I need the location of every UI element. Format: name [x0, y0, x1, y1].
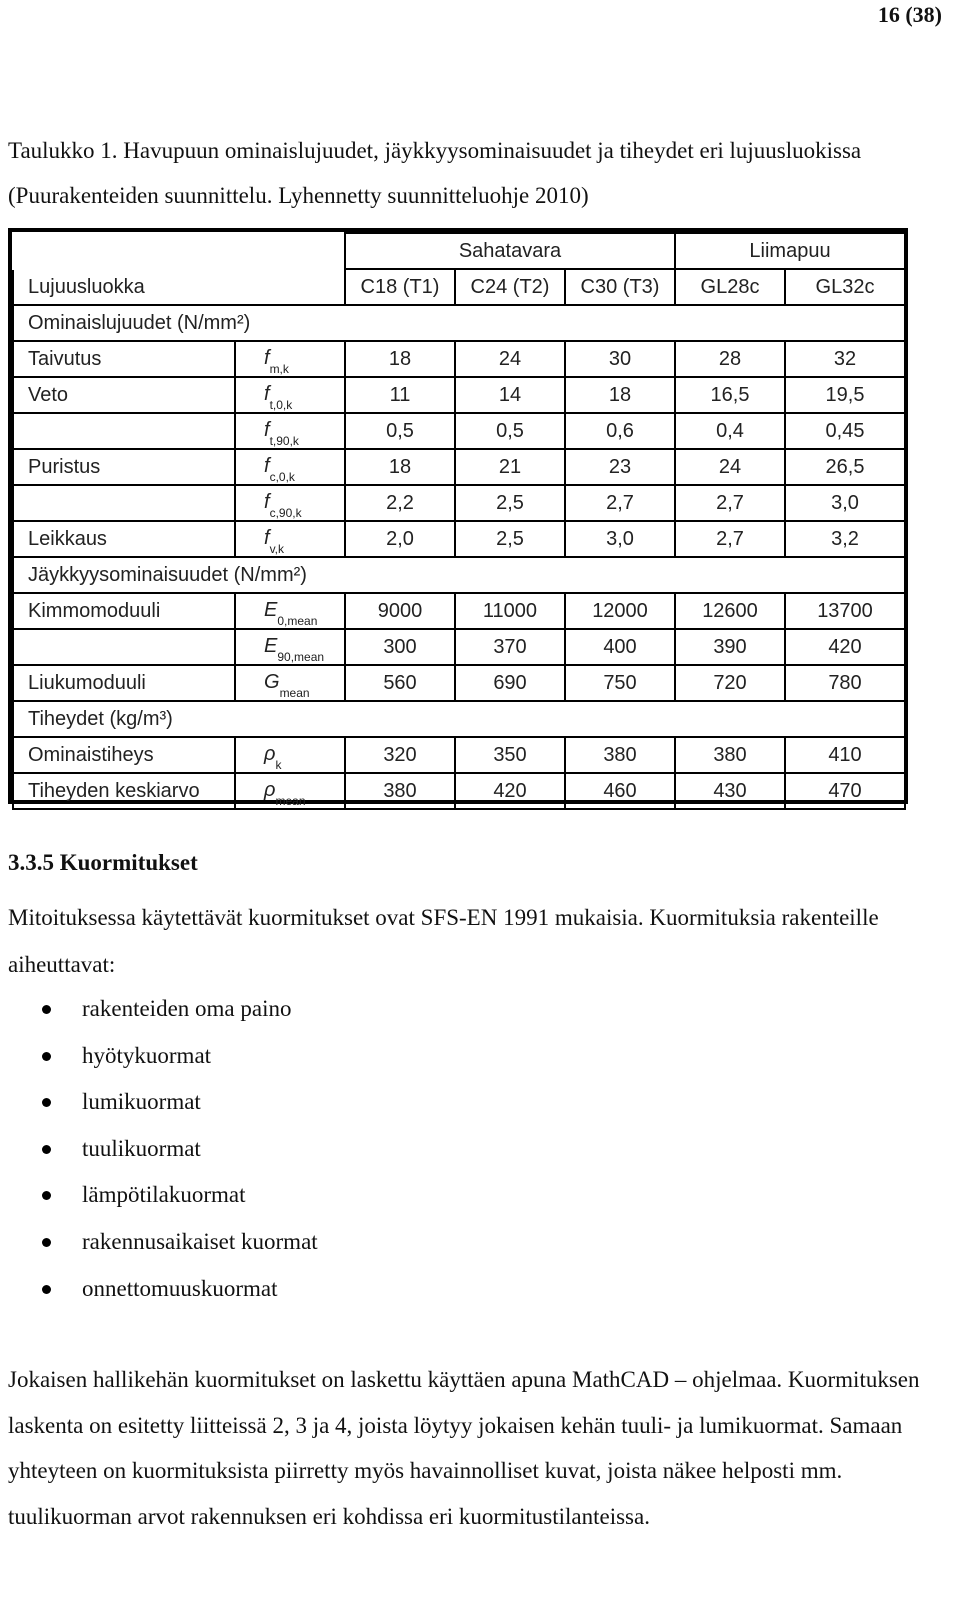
strength-class-label: Lujuusluokka	[13, 269, 345, 305]
list-item-text: hyötykuormat	[82, 1042, 212, 1068]
symbol-letter: E	[264, 634, 278, 657]
list-item-text: lumikuormat	[82, 1089, 201, 1115]
column-header: C24 (T2)	[455, 269, 565, 305]
symbol-letter: G	[264, 670, 280, 693]
list-item-text: lämpötilakuormat	[82, 1182, 246, 1208]
table-cell: 0,5	[455, 413, 565, 449]
property-symbol	[235, 341, 345, 377]
property-symbol	[235, 773, 345, 809]
table-cell: 3,2	[785, 521, 905, 557]
property-name: Taivutus	[13, 341, 235, 377]
symbol-letter: ρ	[264, 742, 276, 765]
table-cell: 11	[345, 377, 455, 413]
symbol-letter: f	[264, 418, 270, 441]
property-symbol	[235, 377, 345, 413]
property-symbol	[235, 449, 345, 485]
table-cell: 320	[345, 737, 455, 773]
list-item	[40, 1172, 318, 1219]
page-number: 16 (38)	[877, 2, 942, 27]
property-symbol	[235, 665, 345, 701]
table-cell: 460	[565, 773, 675, 809]
table-row	[13, 737, 905, 773]
table-cell: 420	[785, 629, 905, 665]
table-row	[13, 665, 905, 701]
table-cell: 21	[455, 449, 565, 485]
table-row	[13, 485, 905, 521]
table-cell: 430	[675, 773, 785, 809]
bullet-icon	[42, 1052, 51, 1061]
table-row	[13, 629, 905, 665]
table-cell: 470	[785, 773, 905, 809]
table-row	[13, 593, 905, 629]
symbol-subscript: c,0,k	[269, 469, 295, 484]
symbol-subscript: c,90,k	[269, 505, 302, 520]
table-cell: 690	[455, 665, 565, 701]
table-cell: 3,0	[785, 485, 905, 521]
table-cell: 380	[675, 737, 785, 773]
table-cell: 750	[565, 665, 675, 701]
list-item-text: rakenteiden oma paino	[82, 996, 292, 1021]
table-cell: 0,5	[345, 413, 455, 449]
table-body	[13, 305, 905, 809]
table-cell: 18	[345, 341, 455, 377]
section-label: Tiheydet (kg/m³)	[13, 701, 905, 737]
bullet-icon	[42, 1098, 51, 1107]
table-cell: 19,5	[785, 377, 905, 413]
symbol-letter: f	[264, 382, 270, 405]
list-item	[40, 1219, 318, 1266]
table-cell: 2,0	[345, 521, 455, 557]
table-cell: 11000	[455, 593, 565, 629]
table-cell: 380	[345, 773, 455, 809]
table-cell: 350	[455, 737, 565, 773]
table-cell: 300	[345, 629, 455, 665]
symbol-subscript: 0,mean	[277, 613, 318, 628]
list-item	[40, 986, 318, 1033]
table-row	[13, 521, 905, 557]
table-cell: 18	[345, 449, 455, 485]
properties-table	[12, 232, 906, 810]
table-cell: 420	[455, 773, 565, 809]
table-cell: 16,5	[675, 377, 785, 413]
list-item	[40, 1033, 318, 1080]
property-name: Ominaistiheys	[13, 737, 235, 773]
table-cell: 12000	[565, 593, 675, 629]
table-cell: 24	[675, 449, 785, 485]
table-cell: 0,4	[675, 413, 785, 449]
section-row	[13, 557, 905, 593]
list-item	[40, 1266, 318, 1313]
property-name: Puristus	[13, 449, 235, 485]
table-caption: Taulukko 1. Havupuun ominaislujuudet, jäykkyysominaisuudet ja tiheydet eri lujuusluokissa (Puurakenteiden suunnittelu. Lyhennetty suunnitteluohje 2010)	[8, 138, 862, 208]
property-symbol	[235, 629, 345, 665]
closing-paragraph: Jokaisen hallikehän kuormitukset on laskettu käyttäen apuna MathCAD – ohjelmaa. Kuormituksen laskenta on esitetty liitteissä 2, 3 ja 4, joista löytyy jokaisen kehän tuuli- ja lumikuormat. Samaan yhteyteen on kuormituksista piirretty myös havainnolliset kuvat, joista näkee helposti mm. tuulikuorman arvot rakennuksen eri kohdissa eri kuormitustilanteissa.	[8, 1367, 920, 1529]
symbol-letter: f	[264, 490, 270, 513]
property-symbol	[235, 413, 345, 449]
table-cell: 390	[675, 629, 785, 665]
list-item-text: onnettomuuskuormat	[82, 1275, 278, 1301]
table-cell: 2,7	[675, 485, 785, 521]
table-cell: 12600	[675, 593, 785, 629]
table-cell: 9000	[345, 593, 455, 629]
timber-properties-table	[8, 228, 908, 808]
symbol-subscript: mean	[275, 793, 306, 808]
column-header: GL32c	[785, 269, 905, 305]
property-name: Liukumoduuli	[13, 665, 235, 701]
table-cell: 2,5	[455, 521, 565, 557]
table-cell: 400	[565, 629, 675, 665]
group-header-row	[13, 233, 905, 269]
property-name: Veto	[13, 377, 235, 413]
property-name	[13, 629, 235, 665]
bullet-icon	[42, 1145, 51, 1154]
table-cell: 560	[345, 665, 455, 701]
table-cell: 24	[455, 341, 565, 377]
table-cell: 780	[785, 665, 905, 701]
symbol-subscript: m,k	[269, 361, 289, 376]
table-cell: 32	[785, 341, 905, 377]
table-cell: 18	[565, 377, 675, 413]
symbol-letter: f	[264, 526, 270, 549]
table-cell: 30	[565, 341, 675, 377]
bullet-icon	[42, 1238, 51, 1247]
table-row	[13, 413, 905, 449]
table-cell: 26,5	[785, 449, 905, 485]
symbol-letter: f	[264, 346, 270, 369]
section-label: Jäykkyysominaisuudet (N/mm²)	[13, 557, 905, 593]
section-row	[13, 701, 905, 737]
symbol-subscript: mean	[279, 685, 310, 700]
list-item-text: rakennusaikaiset kuormat	[82, 1228, 318, 1254]
table-cell: 720	[675, 665, 785, 701]
property-symbol	[235, 485, 345, 521]
table-cell: 28	[675, 341, 785, 377]
table-cell: 2,2	[345, 485, 455, 521]
column-header-row	[13, 269, 905, 305]
column-header: C30 (T3)	[565, 269, 675, 305]
table-cell: 0,45	[785, 413, 905, 449]
table-cell: 2,7	[675, 521, 785, 557]
table-row	[13, 377, 905, 413]
property-name	[13, 485, 235, 521]
property-name: Tiheyden keskiarvo	[13, 773, 235, 809]
bullet-icon	[42, 1005, 51, 1014]
symbol-subscript: 90,mean	[277, 649, 325, 664]
list-item	[40, 1079, 318, 1126]
table-row	[13, 773, 905, 809]
column-header: C18 (T1)	[345, 269, 455, 305]
list-item	[40, 1126, 318, 1173]
table-cell: 13700	[785, 593, 905, 629]
symbol-subscript: k	[275, 757, 282, 772]
intro-paragraph: Mitoituksessa käytettävät kuormitukset ovat SFS-EN 1991 mukaisia. Kuormituksia rakenteille aiheuttavat:	[8, 905, 879, 977]
table-cell: 2,7	[565, 485, 675, 521]
property-symbol	[235, 737, 345, 773]
table-cell: 0,6	[565, 413, 675, 449]
column-header: GL28c	[675, 269, 785, 305]
property-symbol	[235, 521, 345, 557]
table-cell: 14	[455, 377, 565, 413]
group-sawn-timber: Sahatavara	[345, 233, 675, 269]
group-glulam: Liimapuu	[675, 233, 905, 269]
symbol-letter: f	[264, 454, 270, 477]
table-cell: 3,0	[565, 521, 675, 557]
bullet-icon	[42, 1191, 51, 1200]
load-type-list	[40, 986, 318, 1312]
bullet-icon	[42, 1285, 51, 1294]
section-row	[13, 305, 905, 341]
table-row	[13, 449, 905, 485]
symbol-letter: E	[264, 598, 278, 621]
table-cell: 380	[565, 737, 675, 773]
table-cell: 410	[785, 737, 905, 773]
symbol-letter: ρ	[264, 778, 276, 801]
table-cell: 2,5	[455, 485, 565, 521]
table-row	[13, 341, 905, 377]
property-name: Kimmomoduuli	[13, 593, 235, 629]
symbol-subscript: t,90,k	[269, 433, 299, 448]
table-cell: 370	[455, 629, 565, 665]
symbol-subscript: v,k	[269, 541, 285, 556]
table-cell: 23	[565, 449, 675, 485]
property-symbol	[235, 593, 345, 629]
section-label: Ominaislujuudet (N/mm²)	[13, 305, 905, 341]
section-heading: 3.3.5 Kuormitukset	[8, 850, 198, 875]
property-name: Leikkaus	[13, 521, 235, 557]
list-item-text: tuulikuormat	[82, 1135, 201, 1161]
property-name	[13, 413, 235, 449]
symbol-subscript: t,0,k	[269, 397, 293, 412]
